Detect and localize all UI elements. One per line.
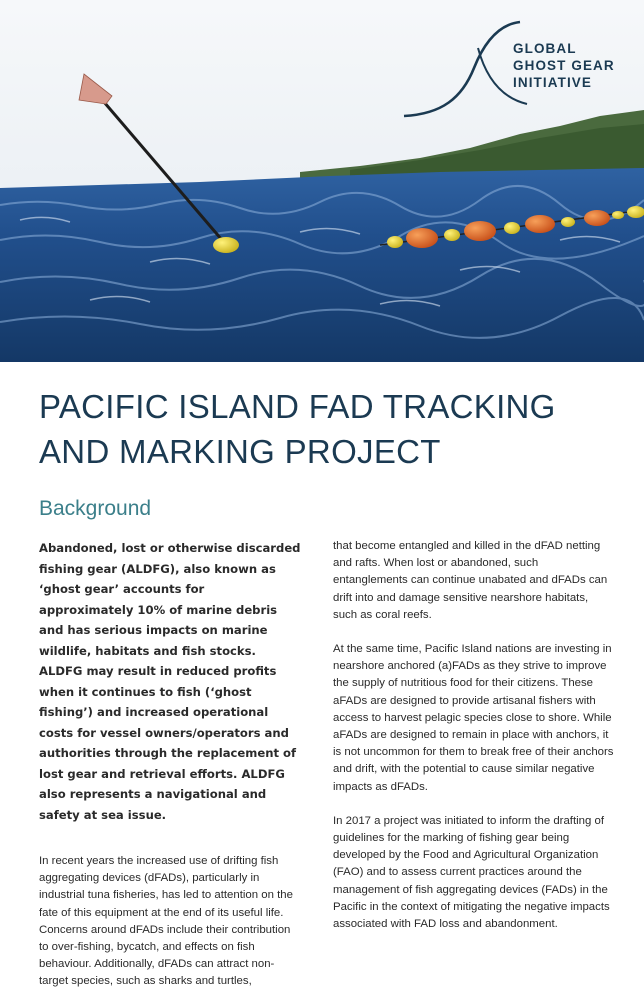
section-heading: Background	[39, 497, 152, 520]
body-paragraph-2: At the same time, Pacific Island nations are investing in nearshore anchored (a)FADs as they strive to improve the supply of nutritious food for their citizens. These aFADs are designed to provide artisanal fishers with access to harvest pelagic species close to shore. While aFADs are designed to remain in place with anchors, it is not uncommon for them to break free of their anchors and drift, with the potential to cause similar negative impacts as dFADs.	[333, 643, 614, 793]
sea	[0, 168, 644, 362]
logo-line-1: GLOBAL	[513, 41, 577, 56]
marker-buoy	[213, 237, 239, 253]
title-line-2: AND MARKING PROJECT	[39, 433, 441, 470]
ggg-logo	[402, 18, 632, 122]
body-paragraph-1: In recent years the increased use of drifting fish aggregating devices (dFADs), particularly in industrial tuna fisheries, has led to attention on the fate of this equipment at the end of its useful life. Concerns around dFADs include their contribution to over-fishing, bycatch, and effects on fish behaviour. Additionally, dFADs can attract non-target species, such as sharks and turtles,	[39, 855, 293, 988]
logo-wordmark	[513, 40, 615, 91]
lead-paragraph: Abandoned, lost or otherwise discarded fishing gear (ALDFG), also known as ‘ghost gear’ accounts for approximately 10% of marine debris and has serious impacts on marine wildlife, habitats and fish stocks. ALDFG may result in reduced profits when it continues to fish (‘ghost fishing’) and increased operational costs for vessel owners/operators and authorities through the replacement of lost gear and retrieval efforts. ALDFG also represents a navigational and safety at sea issue.	[39, 541, 301, 822]
page-title	[39, 384, 619, 474]
right-column	[333, 538, 615, 933]
title-line-1: PACIFIC ISLAND FAD TRACKING	[39, 388, 556, 425]
logo-line-2: GHOST GEAR	[513, 58, 615, 73]
body-paragraph-3: In 2017 a project was initiated to inform the drafting of guidelines for the marking of fishing gear being developed by the Food and Agricultural Organization (FAO) and to assess current practices around the management of fish aggregating devices (FADs) in the Pacific in the context of mitigating the negative impacts associated with FAD loss and abandonment.	[333, 814, 610, 931]
body-paragraph-1-continued: that become entangled and killed in the dFAD netting and rafts. When lost or abandoned, such entanglements can continue unabated and dFADs can drift into and damage sensitive nearshore habitats, such as coral reefs.	[333, 540, 608, 621]
logo-line-3: INITIATIVE	[513, 75, 593, 90]
left-column	[39, 538, 301, 991]
hero-photo	[0, 0, 644, 362]
